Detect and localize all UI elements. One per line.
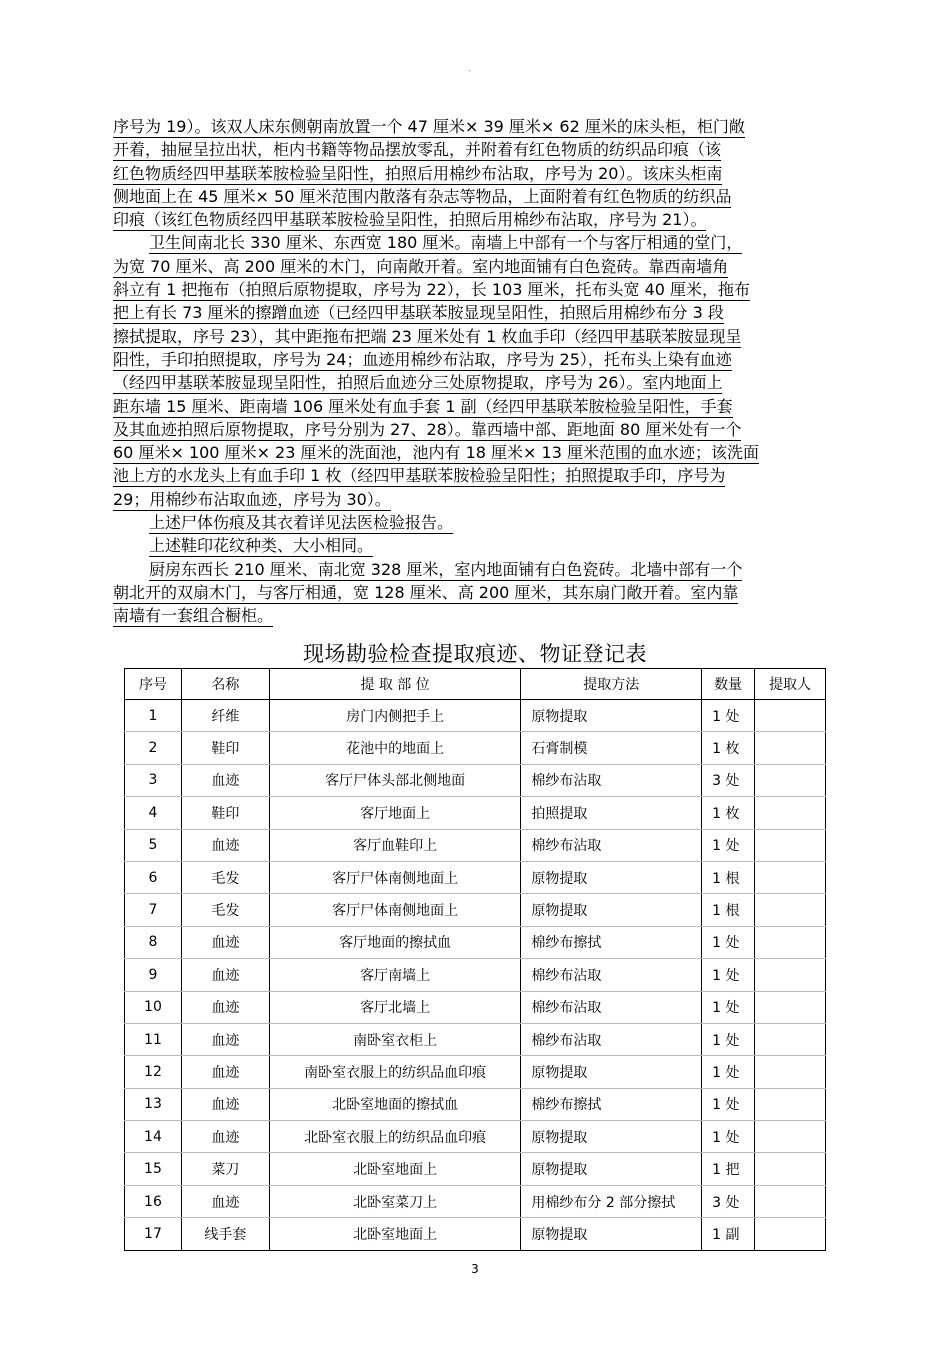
table-cell: 血迹 [181, 991, 269, 1023]
table-cell [755, 732, 826, 764]
table-cell: 原物提取 [521, 1056, 702, 1088]
table-cell: 15 [125, 1153, 182, 1185]
table-cell [755, 1088, 826, 1120]
table-cell: 1 枚 [702, 732, 755, 764]
table-cell: 1 处 [702, 1121, 755, 1153]
text-line-content: 红色物质经四甲基联苯胺检验呈阳性，拍照后用棉纱布沾取，序号为 20）。该床头柜南 [113, 163, 723, 183]
text-line [113, 581, 841, 604]
text-line [113, 115, 841, 138]
text-line-content: 厨房东西长 210 厘米、南北宽 328 厘米，室内地面铺有白色瓷砖。北墙中部有一个 [149, 559, 743, 579]
table-row [125, 991, 826, 1023]
text-line-content: 开着，抽屉呈拉出状，柜内书籍等物品摆放零乱，并附着有红色物质的纺织品印痕（该 [113, 140, 722, 160]
table-cell: 1 枚 [702, 797, 755, 829]
table-cell: 1 处 [702, 1023, 755, 1055]
text-line [113, 278, 841, 301]
text-line [113, 255, 841, 278]
table-cell: 血迹 [181, 1023, 269, 1055]
table-cell: 棉纱布沾取 [521, 1023, 702, 1055]
table-cell: 北卧室地面的擦拭血 [269, 1088, 521, 1120]
table-cell: 1 处 [702, 700, 755, 732]
text-line-content: 阳性，手印拍照提取，序号为 24；血迹用棉纱布沾取，序号为 25），托布头上染有血迹 [113, 349, 732, 369]
header-mark: - [468, 66, 472, 76]
table-row [125, 1185, 826, 1217]
text-line-content: 卫生间南北长 330 厘米、东西宽 180 厘米。南墙上中部有一个与客厅相通的堂门， [149, 233, 743, 253]
table-cell: 1 副 [702, 1218, 755, 1250]
table-cell: 客厅北墙上 [269, 991, 521, 1023]
table-title: 现场勘验检查提取痕迹、物证登记表 [303, 642, 647, 666]
text-line [113, 511, 841, 534]
table-cell: 1 处 [702, 829, 755, 861]
table-cell: 17 [125, 1218, 182, 1250]
page-number: 3 [471, 1262, 479, 1276]
table-cell: 血迹 [181, 926, 269, 958]
table-cell: 纤维 [181, 700, 269, 732]
text-line-content: 60 厘米× 100 厘米× 23 厘米的洗面池，池内有 18 厘米× 13 厘米范围的血水迹；该洗面 [113, 443, 759, 463]
table-cell: 棉纱布擦拭 [521, 926, 702, 958]
text-line-content: 为宽 70 厘米、高 200 厘米的木门，向南敞开着。室内地面铺有白色瓷砖。靠西南墙角 [113, 256, 729, 276]
table-cell: 血迹 [181, 959, 269, 991]
table-row [125, 926, 826, 958]
text-line-content: 印痕（该红色物质经四甲基联苯胺检验呈阳性，拍照后用棉纱布沾取，序号为 21）。 [113, 210, 707, 230]
table-cell: 毛发 [181, 861, 269, 893]
table-cell: 血迹 [181, 829, 269, 861]
text-line [113, 488, 841, 511]
table-cell: 血迹 [181, 1056, 269, 1088]
table-cell: 北卧室菜刀上 [269, 1185, 521, 1217]
table-cell: 12 [125, 1056, 182, 1088]
text-line-content: （经四甲基联苯胺显现呈阳性，拍照后血迹分三处原物提取，序号为 26）。室内地面上 [113, 373, 723, 393]
table-cell: 1 [125, 700, 182, 732]
table-cell: 7 [125, 894, 182, 926]
table-cell: 毛发 [181, 894, 269, 926]
table-cell [755, 926, 826, 958]
table-cell: 血迹 [181, 1185, 269, 1217]
table-cell: 线手套 [181, 1218, 269, 1250]
table-cell: 原物提取 [521, 1153, 702, 1185]
table-header-cell: 提取人 [755, 669, 826, 700]
text-line-content: 擦拭提取，序号 23），其中距拖布把端 23 厘米处有 1 枚血手印（经四甲基联苯胺显现呈 [113, 326, 742, 346]
text-line [113, 534, 841, 557]
text-line-content: 29；用棉纱布沾取血迹，序号为 30）。 [113, 489, 391, 509]
table-cell: 原物提取 [521, 1218, 702, 1250]
table-cell: 1 处 [702, 1056, 755, 1088]
table-cell: 4 [125, 797, 182, 829]
table-cell: 5 [125, 829, 182, 861]
text-line-content: 序号为 19）。该双人床东侧朝南放置一个 47 厘米× 39 厘米× 62 厘米的床头柜，柜门敞 [113, 117, 745, 136]
table-header-cell: 数量 [702, 669, 755, 700]
table-cell [755, 1056, 826, 1088]
table-cell: 客厅血鞋印上 [269, 829, 521, 861]
table-cell: 花池中的地面上 [269, 732, 521, 764]
table-row [125, 797, 826, 829]
text-line [113, 418, 841, 441]
table-row [125, 1121, 826, 1153]
table-cell: 客厅南墙上 [269, 959, 521, 991]
table-cell: 血迹 [181, 1088, 269, 1120]
table-row [125, 829, 826, 861]
text-line [113, 231, 841, 254]
table-cell: 客厅尸体头部北侧地面 [269, 764, 521, 796]
table-row [125, 1023, 826, 1055]
table-cell: 菜刀 [181, 1153, 269, 1185]
table-cell: 棉纱布沾取 [521, 959, 702, 991]
table-cell: 1 根 [702, 894, 755, 926]
text-line-content: 朝北开的双扇木门，与客厅相通，宽 128 厘米、高 200 厘米，其东扇门敞开着。室内靠 [113, 582, 739, 602]
text-line [113, 301, 841, 324]
text-line-content: 及其血迹拍照后原物提取，序号分别为 27、28）。靠西墙中部、距地面 80 厘米处有一个 [113, 419, 742, 439]
text-line-content: 池上方的水龙头上有血手印 1 枚（经四甲基联苯胺检验呈阳性；拍照提取手印，序号为 [113, 466, 726, 486]
text-line [113, 371, 841, 394]
table-cell [755, 1023, 826, 1055]
table-row [125, 959, 826, 991]
table-cell: 10 [125, 991, 182, 1023]
table-cell: 石膏制模 [521, 732, 702, 764]
table-cell: 8 [125, 926, 182, 958]
table-cell: 血迹 [181, 1121, 269, 1153]
table-cell [755, 797, 826, 829]
table-cell [755, 861, 826, 893]
table-cell: 棉纱布沾取 [521, 991, 702, 1023]
table-cell: 1 根 [702, 861, 755, 893]
table-header-cell: 提取方法 [521, 669, 702, 700]
table-cell: 棉纱布沾取 [521, 829, 702, 861]
body-text [113, 115, 841, 628]
table-row [125, 861, 826, 893]
table-cell [755, 1185, 826, 1217]
text-line [113, 441, 841, 464]
text-line [113, 604, 841, 627]
table-cell: 3 处 [702, 764, 755, 796]
table-cell [755, 1218, 826, 1250]
table-cell: 北卧室地面上 [269, 1153, 521, 1185]
table-cell: 客厅尸体南侧地面上 [269, 861, 521, 893]
table-row [125, 700, 826, 732]
evidence-register-table [124, 668, 826, 1251]
text-line [113, 558, 841, 581]
table-cell: 北卧室衣服上的纺织品血印痕 [269, 1121, 521, 1153]
table-cell [755, 829, 826, 861]
table-row [125, 1088, 826, 1120]
table-cell: 1 处 [702, 991, 755, 1023]
table-cell: 11 [125, 1023, 182, 1055]
table-cell [755, 991, 826, 1023]
text-line [113, 208, 841, 231]
text-line [113, 185, 841, 208]
table-cell [755, 959, 826, 991]
table-cell: 棉纱布擦拭 [521, 1088, 702, 1120]
table-cell: 客厅地面的擦拭血 [269, 926, 521, 958]
text-line-content: 侧地面上在 45 厘米× 50 厘米范围内散落有杂志等物品，上面附着有红色物质的纺织品 [113, 186, 732, 206]
table-cell: 13 [125, 1088, 182, 1120]
table-cell [755, 700, 826, 732]
table-cell: 用棉纱布分 2 部分擦拭 [521, 1185, 702, 1217]
table-cell: 客厅地面上 [269, 797, 521, 829]
table-row [125, 1056, 826, 1088]
table-cell: 原物提取 [521, 861, 702, 893]
text-line-content: 南墙有一套组合橱柜。 [113, 606, 274, 626]
table-cell [755, 894, 826, 926]
table-cell [755, 764, 826, 796]
text-line-content: 距东墙 15 厘米、距南墙 106 厘米处有血手套 1 副（经四甲基联苯胺检验呈阳性，手套 [113, 396, 733, 416]
table-cell: 鞋印 [181, 797, 269, 829]
table-header-cell: 名称 [181, 669, 269, 700]
text-line [113, 464, 841, 487]
text-line-content: 斜立有 1 把拖布（拍照后原物提取，序号为 22），长 103 厘米，托布头宽 40 厘米，拖布 [113, 280, 751, 300]
table-cell: 原物提取 [521, 700, 702, 732]
table-cell: 血迹 [181, 764, 269, 796]
table-cell: 6 [125, 861, 182, 893]
table-row [125, 732, 826, 764]
text-line-content: 上述鞋印花纹种类、大小相同。 [149, 536, 374, 556]
text-line [113, 325, 841, 348]
text-line [113, 395, 841, 418]
table-cell: 1 处 [702, 1088, 755, 1120]
table-cell: 客厅尸体南侧地面上 [269, 894, 521, 926]
table-row [125, 764, 826, 796]
text-line [113, 138, 841, 161]
table-cell: 16 [125, 1185, 182, 1217]
table-cell: 1 处 [702, 959, 755, 991]
table-cell: 3 [125, 764, 182, 796]
table-cell: 拍照提取 [521, 797, 702, 829]
text-line-content: 把上有长 73 厘米的擦蹭血迹（已经四甲基联苯胺显现呈阳性，拍照后用棉纱布分 3 段 [113, 303, 724, 323]
table-cell: 3 处 [702, 1185, 755, 1217]
table-row [125, 1153, 826, 1185]
table-cell: 1 处 [702, 926, 755, 958]
table-cell: 棉纱布沾取 [521, 764, 702, 796]
table-row [125, 1218, 826, 1250]
table-cell: 鞋印 [181, 732, 269, 764]
text-line [113, 348, 841, 371]
table-cell: 南卧室衣柜上 [269, 1023, 521, 1055]
table-cell: 南卧室衣服上的纺织品血印痕 [269, 1056, 521, 1088]
table-cell: 原物提取 [521, 894, 702, 926]
table-row [125, 894, 826, 926]
table-cell: 原物提取 [521, 1121, 702, 1153]
text-line [113, 162, 841, 185]
table-header-cell: 序号 [125, 669, 182, 700]
text-line-content: 上述尸体伤痕及其衣着详见法医检验报告。 [149, 513, 454, 533]
table-cell: 14 [125, 1121, 182, 1153]
table-cell: 北卧室地面上 [269, 1218, 521, 1250]
table-cell: 2 [125, 732, 182, 764]
table-header-cell: 提 取 部 位 [269, 669, 521, 700]
table-cell [755, 1153, 826, 1185]
table-header-row [125, 669, 826, 700]
table-cell [755, 1121, 826, 1153]
table-cell: 1 把 [702, 1153, 755, 1185]
table-cell: 9 [125, 959, 182, 991]
table-cell: 房门内侧把手上 [269, 700, 521, 732]
